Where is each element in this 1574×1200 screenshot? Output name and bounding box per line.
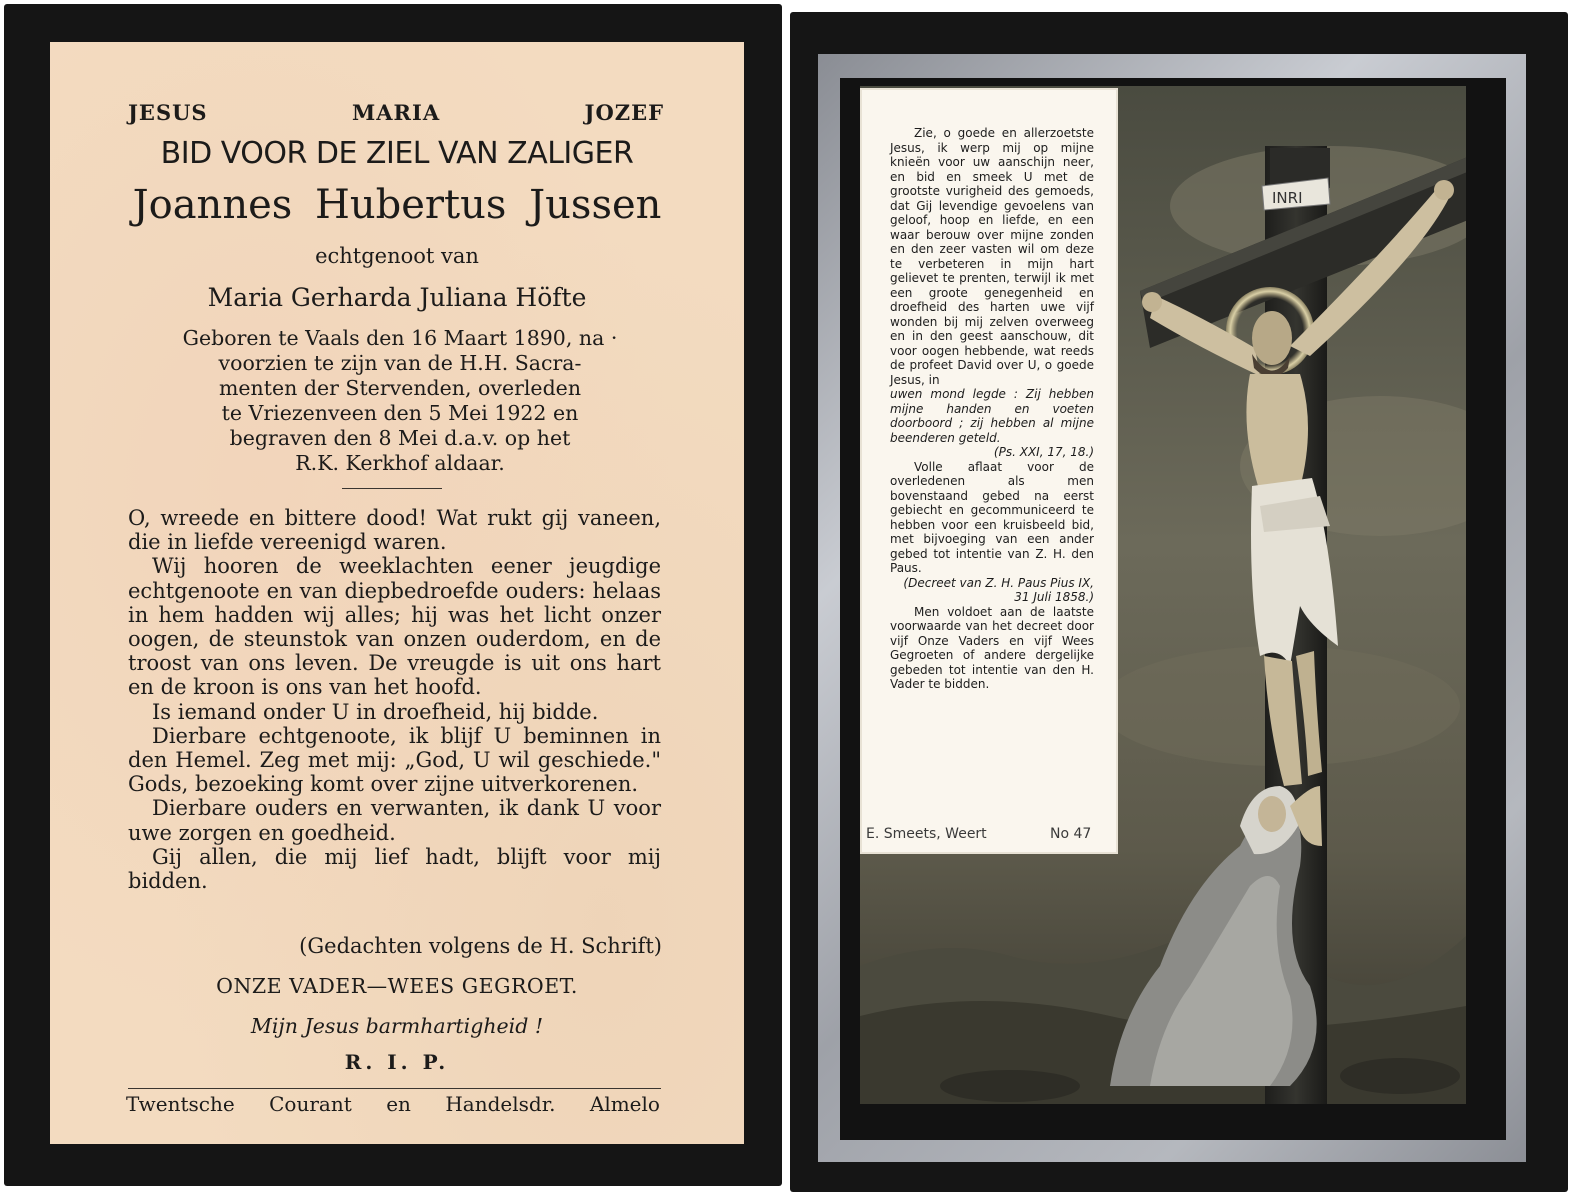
bio-line: menten der Stervenden, overleden <box>218 376 582 400</box>
bio-line: te Vriezenveen den 5 Mei 1922 en <box>221 401 579 425</box>
deceased-name: Joannes Hubertus Jussen <box>132 182 662 228</box>
prayer-paragraph: Zie, o goede en allerzoetste Jesus, ik werp mij op mijne knieën voor uw aanschijn neer, en bid en smeek U met de grootste vurigheid des gemoeds, dat Gij levendige gevoelens van geloof, hoop en liefde, en een waar berouw over mijne zonden en den zeer vasten wil om deze te verbeteren in mijn hart gelievet te prenten, terwijl ik met een groote genegenheid en droefheid des harten uwe vijf wonden bij mij zelven overweeg en in den geest aanschouw, dit voor oogen hebbende, wat reeds de profeet David over U, o goede Jesus, in <box>890 126 1094 387</box>
poem-paragraph: Wij hooren de weeklachten eener jeugdige echtgenoote en van diepbedroefde ouders: helaas in hem hadden wij alles; hij was het licht onzer oogen, de steunstok van onzen ouderdom, en de troost van ons leven. De vreugde is uit ons hart en de kroon is ons van het hoofd. <box>128 554 661 700</box>
scripture-attribution: (Gedachten volgens de H. Schrift) <box>299 934 662 958</box>
mercy-invocation: Mijn Jesus barmhartigheid ! <box>250 1014 544 1038</box>
prayer-line: ONZE VADER—WEES GEGROET. <box>216 974 578 998</box>
divider <box>128 1088 661 1089</box>
prayer-paragraph: Volle aflaat voor de overledenen als men bovenstaand gebed na eerst gebiecht en gecommuniceerd te hebben voor een kruisbeeld bid, met bijvoeging van een ander gebed tot intentie van Z. H. den Paus. <box>890 459 1094 575</box>
card-paper <box>50 42 744 1144</box>
memorial-card-front <box>4 4 782 1186</box>
publisher-credit: E. Smeets, Weert <box>866 826 987 842</box>
prayer-panel <box>862 90 1116 852</box>
prayer-text <box>890 126 1094 692</box>
prayer-paragraph: uwen mond legde : Zij hebben mijne handen en voeten doorboord ; zij hebben al mijne beenderen geteld. <box>890 387 1094 445</box>
bio-line: voorzien te zijn van de H.H. Sacra- <box>218 351 582 375</box>
poem-paragraph: Is iemand onder U in droefheid, hij bidde. <box>152 699 599 724</box>
prayer-heading: BID VOOR DE ZIEL VAN ZALIGER <box>160 136 634 171</box>
printer-word: en <box>386 1092 411 1116</box>
rip: R. I. P. <box>344 1050 450 1074</box>
bio-line: Geboren te Vaals den 16 Maart 1890, na · <box>182 326 618 350</box>
prayer-reference: (Ps. XXI, 17, 18.) <box>993 445 1094 459</box>
divider <box>342 488 442 489</box>
printer-word: Almelo <box>589 1092 660 1116</box>
name-maria: MARIA <box>352 100 441 125</box>
memorial-text <box>128 506 661 893</box>
poem-paragraph: O, wreede en bittere dood! Wat rukt gij vaneen, die in liefde vereenigd waren. <box>128 506 661 555</box>
printer-credit <box>126 1092 660 1116</box>
bio-line: begraven den 8 Mei d.a.v. op het <box>229 426 571 450</box>
poem-paragraph: Dierbare echtgenoote, ik blijf U beminnen in den Hemel. Zeg met mij: „God, U wil geschiede." Gods, bezoeking komt over zijne uitverkorenen. <box>128 723 661 797</box>
poem-paragraph: Dierbare ouders en verwanten, ik dank U voor uwe zorgen en goedheid. <box>128 796 661 845</box>
memorial-card-back <box>790 12 1568 1192</box>
inri-label: INRI <box>1272 189 1303 207</box>
poem-paragraph: Gij allen, die mij lief hadt, blijft voor mij bidden. <box>128 844 661 894</box>
bio-line: R.K. Kerkhof aldaar. <box>295 451 505 475</box>
prayer-paragraph: Men voldoet aan de laatste voorwaarde van het decreet door vijf Onze Vaders en vijf Wees Gegroeten of andere dergelijke gebeden tot intentie van den H. Vader te bidden. <box>890 604 1094 691</box>
printer-word: Courant <box>269 1092 352 1116</box>
printer-word: Twentsche <box>126 1092 235 1116</box>
prayer-reference: (Decreet van Z. H. Paus Pius IX, 31 Juli 1858.) <box>903 575 1094 604</box>
biography <box>120 326 680 476</box>
name-jesus: JESUS <box>128 100 208 125</box>
printer-word: Handelsdr. <box>445 1092 556 1116</box>
name-jozef: JOZEF <box>584 100 664 125</box>
plate-number: No 47 <box>1050 826 1092 842</box>
spouse-name: Maria Gerharda Juliana Höfte <box>207 283 587 312</box>
holy-family-names <box>128 100 664 125</box>
spouse-label: echtgenoot van <box>315 244 479 268</box>
